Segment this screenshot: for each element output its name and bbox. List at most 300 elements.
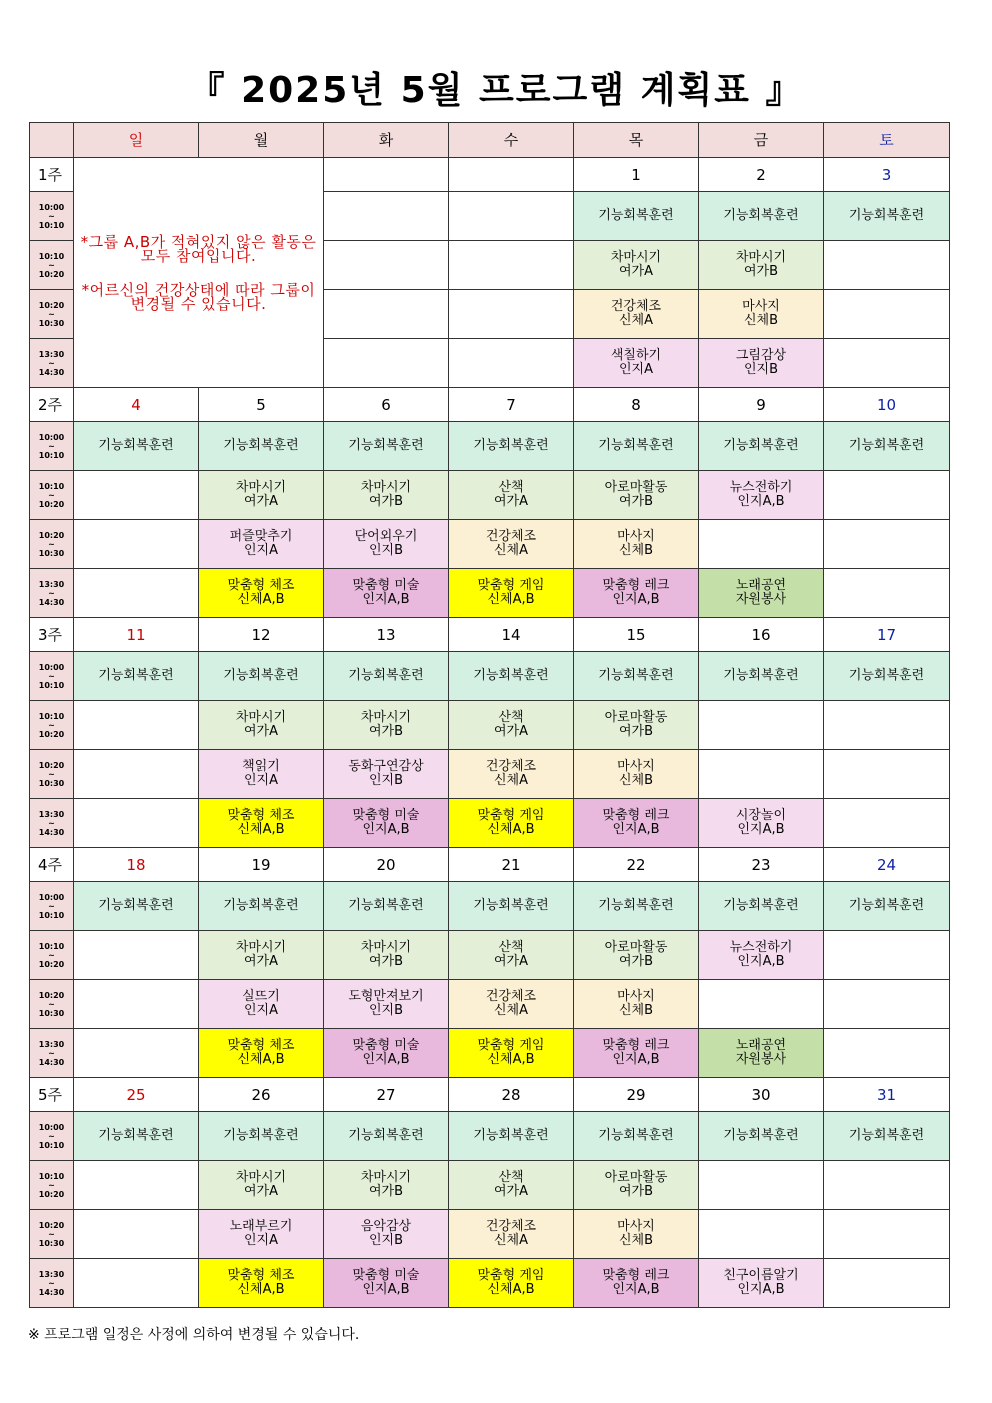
date-cell: 27	[324, 1078, 449, 1112]
time-text: 10:30	[38, 1008, 65, 1018]
empty-cell	[824, 339, 950, 388]
activity-cell	[574, 471, 699, 520]
activity-cell	[574, 1161, 699, 1210]
activity-name: 산책	[498, 710, 524, 725]
date-cell: 4	[74, 388, 199, 422]
empty-cell	[74, 1161, 199, 1210]
activity-cell	[574, 1259, 699, 1308]
date-cell: 11	[74, 618, 199, 652]
activity-group: 신체B	[618, 1233, 654, 1248]
empty-cell	[824, 471, 950, 520]
time-slot-row	[30, 701, 950, 750]
time-cell	[30, 471, 74, 520]
activity-group: 인지A,B	[612, 592, 660, 607]
time-cell	[30, 1210, 74, 1259]
date-cell: 29	[574, 1078, 699, 1112]
activity-group: 인지A	[618, 362, 653, 377]
empty-cell	[824, 1029, 950, 1078]
activity-name: 맞춤형 레크	[602, 1038, 670, 1053]
activity-cell	[324, 980, 449, 1029]
activity-name: 기능회복훈련	[848, 438, 925, 453]
week-row	[30, 848, 950, 882]
time-text: 10:10	[38, 680, 65, 690]
empty-cell	[699, 750, 824, 799]
activity-cell	[824, 1112, 950, 1161]
activity-name: 퍼즐맞추기	[229, 529, 293, 544]
empty-cell	[699, 980, 824, 1029]
activity-cell	[324, 750, 449, 799]
activity-group: 자원봉사	[735, 1052, 787, 1067]
footer-note: ※ 프로그램 일정은 사정에 의하여 변경될 수 있습니다.	[28, 1327, 360, 1343]
activity-name: 기능회복훈련	[98, 438, 174, 453]
activity-cell	[199, 652, 324, 701]
activity-cell	[574, 799, 699, 848]
activity-cell	[699, 931, 824, 980]
time-text: 10:10	[38, 450, 65, 460]
time-slot-row	[30, 569, 950, 618]
time-text: ~	[48, 671, 55, 681]
activity-cell	[199, 422, 324, 471]
time-cell	[30, 1259, 74, 1308]
time-cell	[30, 422, 74, 471]
time-cell	[30, 1112, 74, 1161]
activity-cell	[699, 1259, 824, 1308]
activity-name: 맞춤형 레크	[602, 808, 670, 823]
activity-cell	[574, 422, 699, 471]
time-text: 13:30	[38, 349, 65, 359]
time-text: ~	[48, 901, 55, 911]
activity-cell	[574, 652, 699, 701]
week-row	[30, 618, 950, 652]
activity-cell	[699, 1112, 824, 1161]
time-cell	[30, 1161, 74, 1210]
activity-name: 아로마활동	[604, 480, 668, 495]
activity-group: 인지A,B	[362, 1052, 410, 1067]
activity-cell	[574, 980, 699, 1029]
activity-name: 기능회복훈련	[848, 208, 925, 223]
time-text: 13:30	[38, 809, 65, 819]
time-text: 14:30	[38, 597, 65, 607]
activity-name: 색칠하기	[610, 348, 662, 363]
activity-cell	[199, 1210, 324, 1259]
activity-cell	[324, 422, 449, 471]
date-cell: 9	[699, 388, 824, 422]
empty-cell	[74, 931, 199, 980]
activity-cell	[324, 1161, 449, 1210]
activity-cell	[74, 422, 199, 471]
activity-group: 인지A,B	[737, 954, 785, 969]
date-cell: 25	[74, 1078, 199, 1112]
activity-name: 맞춤형 체조	[227, 1038, 295, 1053]
empty-cell	[74, 471, 199, 520]
activity-name: 맞춤형 미술	[352, 808, 420, 823]
time-cell	[30, 931, 74, 980]
activity-name: 맞춤형 레크	[602, 578, 670, 593]
activity-group: 신체A	[493, 1233, 528, 1248]
activity-cell	[699, 652, 824, 701]
activity-name: 차마시기	[360, 480, 412, 495]
empty-cell	[74, 799, 199, 848]
activity-cell	[574, 931, 699, 980]
activity-name: 맞춤형 게임	[477, 1038, 545, 1053]
activity-group: 여가B	[618, 1184, 654, 1199]
time-slot-row	[30, 1161, 950, 1210]
activity-name: 차마시기	[235, 480, 287, 495]
activity-group: 신체A,B	[237, 1052, 285, 1067]
time-slot-row	[30, 750, 950, 799]
time-cell	[30, 339, 74, 388]
activity-name: 건강체조	[485, 759, 537, 774]
activity-name: 노래공연	[735, 578, 787, 593]
time-text: 10:20	[38, 269, 65, 279]
time-slot-row	[30, 1112, 950, 1161]
activity-group: 신체A,B	[487, 592, 535, 607]
activity-name: 기능회복훈련	[223, 438, 299, 453]
activity-cell	[449, 980, 574, 1029]
time-cell	[30, 652, 74, 701]
empty-cell	[699, 1210, 824, 1259]
activity-name: 기능회복훈련	[223, 898, 299, 913]
activity-group: 여가B	[368, 954, 404, 969]
empty-cell	[824, 799, 950, 848]
day-header-thu: 목	[574, 123, 699, 158]
time-text: 10:10	[38, 1171, 65, 1181]
activity-cell	[199, 931, 324, 980]
time-text: 13:30	[38, 579, 65, 589]
activity-cell	[574, 339, 699, 388]
time-text: ~	[48, 1048, 55, 1058]
group-notice	[74, 158, 324, 388]
activity-name: 기능회복훈련	[848, 668, 925, 683]
activity-cell	[199, 750, 324, 799]
activity-group: 신체A,B	[237, 592, 285, 607]
activity-group: 신체A,B	[487, 822, 535, 837]
activity-name: 건강체조	[485, 1219, 537, 1234]
day-header-mon: 월	[199, 123, 324, 158]
date-cell: 17	[824, 618, 950, 652]
empty-cell	[824, 980, 950, 1029]
day-header-tue: 화	[324, 123, 449, 158]
activity-name: 음악감상	[360, 1219, 412, 1234]
activity-name: 기능회복훈련	[723, 208, 799, 223]
time-text: 10:00	[38, 892, 65, 902]
week-row	[30, 1078, 950, 1112]
activity-cell	[574, 701, 699, 750]
activity-cell	[824, 882, 950, 931]
time-slot-row	[30, 422, 950, 471]
empty-cell	[74, 1210, 199, 1259]
activity-cell	[324, 799, 449, 848]
activity-cell	[449, 701, 574, 750]
time-slot-row	[30, 882, 950, 931]
activity-cell	[699, 1029, 824, 1078]
activity-group: 인지A	[243, 1003, 278, 1018]
empty-cell	[824, 290, 950, 339]
activity-group: 여가B	[368, 724, 404, 739]
time-text: ~	[48, 309, 55, 319]
time-text: 14:30	[38, 827, 65, 837]
time-slot-row	[30, 931, 950, 980]
activity-cell	[574, 241, 699, 290]
activity-name: 맞춤형 체조	[227, 578, 295, 593]
time-text: ~	[48, 818, 55, 828]
week-row	[30, 158, 950, 192]
activity-group: 인지A,B	[612, 1052, 660, 1067]
date-cell: 5	[199, 388, 324, 422]
time-cell	[30, 882, 74, 931]
time-cell	[30, 750, 74, 799]
activity-name: 노래공연	[735, 1038, 787, 1053]
time-text: 10:00	[38, 662, 65, 672]
empty-cell	[824, 241, 950, 290]
date-cell: 28	[449, 1078, 574, 1112]
date-cell: 1	[574, 158, 699, 192]
time-cell	[30, 241, 74, 290]
activity-cell	[699, 241, 824, 290]
activity-name: 차마시기	[360, 710, 412, 725]
activity-cell	[324, 1259, 449, 1308]
activity-cell	[699, 339, 824, 388]
activity-name: 맞춤형 게임	[477, 1268, 545, 1283]
activity-group: 여가A	[493, 954, 528, 969]
activity-name: 아로마활동	[604, 1170, 668, 1185]
activity-cell	[449, 1161, 574, 1210]
activity-group: 인지A,B	[737, 822, 785, 837]
activity-cell	[449, 750, 574, 799]
week-label: 4주	[30, 848, 74, 882]
activity-cell	[449, 652, 574, 701]
activity-name: 기능회복훈련	[223, 1128, 299, 1143]
time-text: 10:00	[38, 202, 65, 212]
time-slot-row	[30, 799, 950, 848]
empty-cell	[824, 931, 950, 980]
week-label: 3주	[30, 618, 74, 652]
activity-group: 신체A	[618, 313, 653, 328]
time-cell	[30, 1029, 74, 1078]
date-cell: 19	[199, 848, 324, 882]
activity-group: 인지A,B	[362, 1282, 410, 1297]
time-cell	[30, 701, 74, 750]
activity-name: 뉴스전하기	[729, 940, 793, 955]
date-cell: 31	[824, 1078, 950, 1112]
time-text: ~	[48, 950, 55, 960]
day-header-wed: 수	[449, 123, 574, 158]
day-header-row	[30, 123, 950, 158]
empty-cell	[699, 520, 824, 569]
activity-cell	[699, 799, 824, 848]
activity-cell	[74, 882, 199, 931]
time-slot-row	[30, 1029, 950, 1078]
activity-cell	[74, 1112, 199, 1161]
activity-name: 도형만져보기	[348, 989, 424, 1004]
time-text: ~	[48, 441, 55, 451]
empty-cell	[824, 1259, 950, 1308]
activity-group: 여가B	[618, 724, 654, 739]
activity-group: 인지A,B	[737, 1282, 785, 1297]
time-text: 10:20	[38, 760, 65, 770]
time-text: 13:30	[38, 1269, 65, 1279]
activity-cell	[699, 290, 824, 339]
activity-group: 여가B	[618, 494, 654, 509]
time-text: 10:10	[38, 251, 65, 261]
activity-cell	[199, 1161, 324, 1210]
time-text: 10:20	[38, 959, 65, 969]
activity-name: 기능회복훈련	[848, 898, 925, 913]
page-title: 『 2025년 5월 프로그램 계획표 』	[188, 70, 804, 111]
date-cell: 16	[699, 618, 824, 652]
activity-name: 기능회복훈련	[848, 1128, 925, 1143]
activity-name: 기능회복훈련	[598, 668, 674, 683]
activity-cell	[199, 701, 324, 750]
time-text: 10:20	[38, 1189, 65, 1199]
activity-group: 여가A	[493, 494, 528, 509]
empty-cell	[699, 701, 824, 750]
activity-group: 신체A	[493, 773, 528, 788]
activity-name: 기능회복훈련	[598, 208, 674, 223]
empty-cell	[324, 339, 449, 388]
activity-cell	[574, 750, 699, 799]
activity-cell	[449, 882, 574, 931]
time-cell	[30, 520, 74, 569]
activity-name: 맞춤형 게임	[477, 808, 545, 823]
date-cell: 6	[324, 388, 449, 422]
empty-cell	[449, 192, 574, 241]
activity-name: 기능회복훈련	[598, 1128, 674, 1143]
activity-cell	[699, 422, 824, 471]
activity-group: 신체B	[618, 773, 654, 788]
activity-name: 맞춤형 체조	[227, 808, 295, 823]
empty-cell	[74, 520, 199, 569]
activity-cell	[324, 1210, 449, 1259]
empty-cell	[74, 1029, 199, 1078]
activity-cell	[574, 290, 699, 339]
activity-name: 맞춤형 미술	[352, 578, 420, 593]
activity-cell	[574, 569, 699, 618]
empty-cell	[324, 192, 449, 241]
activity-name: 시장놀이	[735, 808, 787, 823]
time-text: 10:20	[38, 990, 65, 1000]
empty-cell	[324, 241, 449, 290]
activity-cell	[324, 882, 449, 931]
time-text: 13:30	[38, 1039, 65, 1049]
time-text: 10:10	[38, 910, 65, 920]
activity-name: 차마시기	[235, 1170, 287, 1185]
time-text: 14:30	[38, 367, 65, 377]
activity-group: 신체A,B	[487, 1052, 535, 1067]
activity-group: 신체B	[618, 1003, 654, 1018]
activity-name: 친구이름알기	[723, 1268, 799, 1283]
activity-name: 맞춤형 체조	[227, 1268, 295, 1283]
activity-cell	[324, 520, 449, 569]
empty-cell	[824, 569, 950, 618]
activity-name: 마사지	[617, 1219, 655, 1234]
time-text: 10:00	[38, 432, 65, 442]
activity-name: 기능회복훈련	[348, 1128, 424, 1143]
time-text: ~	[48, 539, 55, 549]
activity-cell	[449, 520, 574, 569]
activity-cell	[449, 799, 574, 848]
activity-cell	[199, 1029, 324, 1078]
date-cell: 21	[449, 848, 574, 882]
time-text: 10:00	[38, 1122, 65, 1132]
date-cell	[324, 158, 449, 192]
activity-group: 인지A	[243, 773, 278, 788]
empty-cell	[824, 520, 950, 569]
activity-group: 인지A,B	[362, 592, 410, 607]
activity-cell	[699, 569, 824, 618]
time-text: 10:20	[38, 1220, 65, 1230]
time-slot-row	[30, 1210, 950, 1259]
activity-group: 신체B	[743, 313, 779, 328]
activity-name: 기능회복훈련	[723, 1128, 799, 1143]
activity-group: 신체A,B	[237, 1282, 285, 1297]
corner-cell	[30, 123, 74, 158]
date-cell: 15	[574, 618, 699, 652]
date-cell: 2	[699, 158, 824, 192]
empty-cell	[824, 1161, 950, 1210]
date-cell: 3	[824, 158, 950, 192]
program-calendar	[29, 122, 950, 1308]
activity-group: 여가A	[243, 494, 278, 509]
empty-cell	[74, 1259, 199, 1308]
activity-name: 건강체조	[485, 529, 537, 544]
activity-name: 아로마활동	[604, 710, 668, 725]
activity-cell	[574, 1210, 699, 1259]
activity-name: 산책	[498, 1170, 524, 1185]
time-text: 10:30	[38, 548, 65, 558]
date-cell: 14	[449, 618, 574, 652]
empty-cell	[449, 241, 574, 290]
date-cell: 7	[449, 388, 574, 422]
time-slot-row	[30, 652, 950, 701]
activity-name: 산책	[498, 940, 524, 955]
week-label: 5주	[30, 1078, 74, 1112]
week-label: 1주	[30, 158, 74, 192]
time-cell	[30, 569, 74, 618]
activity-name: 맞춤형 미술	[352, 1038, 420, 1053]
activity-name: 차마시기	[360, 1170, 412, 1185]
activity-name: 기능회복훈련	[348, 668, 424, 683]
time-cell	[30, 799, 74, 848]
activity-name: 건강체조	[610, 299, 662, 314]
time-text: ~	[48, 1180, 55, 1190]
activity-name: 기능회복훈련	[723, 898, 799, 913]
time-text: 10:20	[38, 530, 65, 540]
date-cell: 18	[74, 848, 199, 882]
activity-cell	[574, 882, 699, 931]
activity-group: 여가A	[243, 724, 278, 739]
activity-name: 맞춤형 레크	[602, 1268, 670, 1283]
time-text: 10:30	[38, 778, 65, 788]
activity-name: 기능회복훈련	[473, 438, 549, 453]
time-text: 10:10	[38, 481, 65, 491]
activity-name: 산책	[498, 480, 524, 495]
activity-group: 여가A	[243, 954, 278, 969]
time-text: ~	[48, 720, 55, 730]
date-cell: 24	[824, 848, 950, 882]
empty-cell	[324, 290, 449, 339]
date-cell: 23	[699, 848, 824, 882]
activity-cell	[324, 652, 449, 701]
time-text: 10:10	[38, 1140, 65, 1150]
activity-group: 인지A,B	[612, 1282, 660, 1297]
week-row	[30, 388, 950, 422]
activity-group: 여가B	[618, 954, 654, 969]
activity-cell	[449, 931, 574, 980]
activity-group: 인지A,B	[612, 822, 660, 837]
activity-name: 기능회복훈련	[598, 898, 674, 913]
group-notice-line: *그룹 A,B가 적혀있지 않은 활동은 모두 참여입니다.	[80, 232, 317, 265]
